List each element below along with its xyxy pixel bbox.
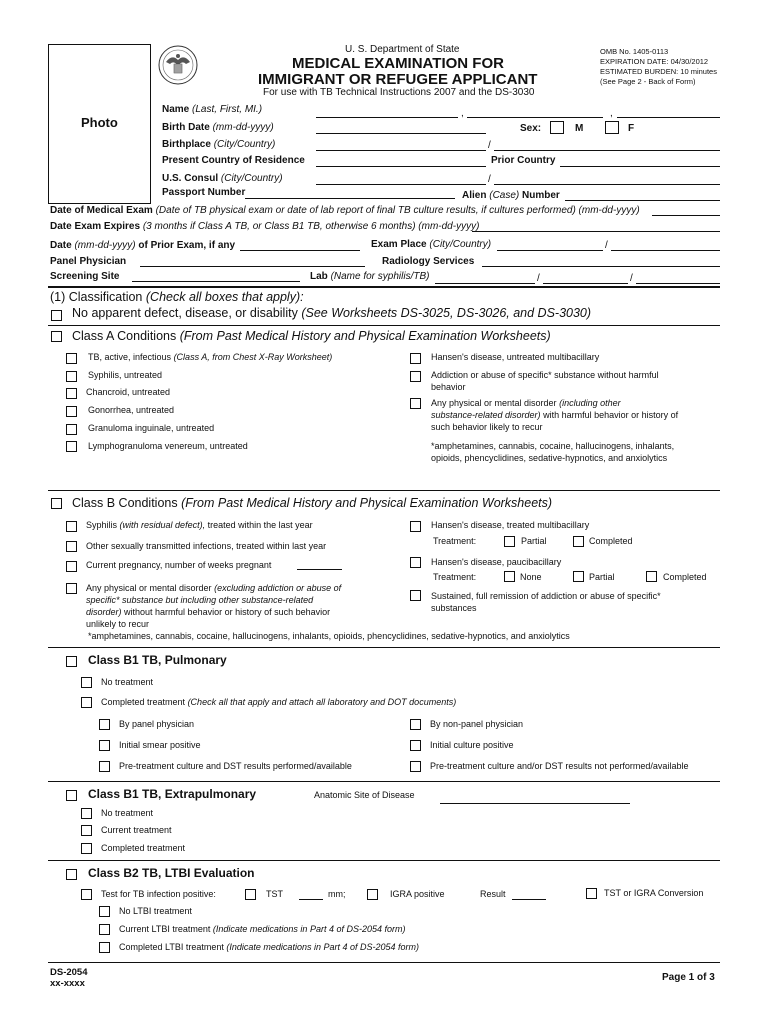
class-b-syphilis-checkbox[interactable] bbox=[66, 521, 77, 532]
middle-initial-field[interactable] bbox=[617, 117, 720, 118]
b2-no-ltbi-label: No LTBI treatment bbox=[119, 906, 192, 916]
hansen-multi-completed-label: Completed bbox=[589, 536, 633, 546]
class-a-addiction-label: Addiction or abuse of specific* substance without harmful behavior bbox=[431, 370, 659, 392]
b1-pulm-smear-checkbox[interactable] bbox=[99, 740, 110, 751]
b1-pulm-non-panel-label: By non-panel physician bbox=[430, 719, 524, 729]
hansen-pauci-none-label: None bbox=[520, 572, 542, 582]
birthplace-slash: / bbox=[488, 140, 491, 151]
form-title-line2: IMMIGRANT OR REFUGEE APPLICANT bbox=[258, 71, 538, 88]
hansen-pauci-none-checkbox[interactable] bbox=[504, 571, 515, 582]
b2-result-label: Result bbox=[480, 889, 506, 899]
b2-conversion-label: TST or IGRA Conversion bbox=[604, 888, 704, 898]
eagle-seal-icon bbox=[158, 44, 198, 86]
b1-pulm-pre-not-checkbox[interactable] bbox=[410, 761, 421, 772]
lab-tb-field[interactable] bbox=[543, 283, 628, 284]
name-comma-2: , bbox=[610, 108, 613, 119]
lab-slash-2: / bbox=[630, 273, 633, 284]
section-divider bbox=[48, 286, 720, 288]
consul-label: U.S. Consul (City/Country) bbox=[162, 173, 283, 184]
prior-country-field[interactable] bbox=[560, 166, 720, 167]
exam-place-country-field[interactable] bbox=[611, 250, 720, 251]
class-b-remission-checkbox[interactable] bbox=[410, 590, 421, 601]
exam-place-slash: / bbox=[605, 240, 608, 251]
b1-extra-title: Class B1 TB, Extrapulmonary bbox=[88, 787, 257, 801]
b2-completed-ltbi-label: Completed LTBI treatment (Indicate medications in Part 4 of DS-2054 form) bbox=[119, 942, 419, 952]
class-a-gonorrhea-label: Gonorrhea, untreated bbox=[88, 405, 175, 415]
weeks-pregnant-field[interactable] bbox=[297, 569, 342, 570]
b1-pulm-checkbox[interactable] bbox=[66, 656, 77, 667]
b1-extra-current-checkbox[interactable] bbox=[81, 825, 92, 836]
b2-test-checkbox[interactable] bbox=[81, 889, 92, 900]
state-seal bbox=[158, 44, 198, 91]
class-a-addiction-checkbox[interactable] bbox=[410, 371, 421, 382]
photo-label: Photo bbox=[81, 115, 118, 130]
first-name-field[interactable] bbox=[467, 117, 603, 118]
tst-mm-field[interactable] bbox=[299, 899, 323, 900]
hansen-pauci-partial-checkbox[interactable] bbox=[573, 571, 584, 582]
no-defect-checkbox[interactable] bbox=[51, 310, 62, 321]
class-a-disorder-label: Any physical or mental disorder (including other substance-related disorder) with harmful behavior or history of such behavior likely to recur bbox=[431, 398, 679, 432]
sex-m-label: M bbox=[575, 123, 584, 134]
birthplace-country-field[interactable] bbox=[494, 150, 720, 151]
name-comma-1: , bbox=[461, 108, 464, 119]
anatomic-site-label: Anatomic Site of Disease bbox=[314, 790, 415, 800]
exam-date-label: Date of Medical Exam (Date of TB physical exam or date of lab report of final TB culture results, if cultures performed) (mm-dd-yyyy) bbox=[50, 205, 640, 216]
divider-class-a bbox=[48, 325, 720, 326]
photo-box bbox=[48, 44, 151, 204]
class-a-lymphogranuloma-checkbox[interactable] bbox=[66, 441, 77, 452]
b2-completed-ltbi-checkbox[interactable] bbox=[99, 942, 110, 953]
b2-tst-label: TST bbox=[266, 889, 283, 899]
b2-conversion-checkbox[interactable] bbox=[586, 888, 597, 899]
prior-exam-date-field[interactable] bbox=[240, 250, 360, 251]
b1-pulm-culture-label: Initial culture positive bbox=[430, 740, 514, 750]
anatomic-site-field[interactable] bbox=[440, 803, 630, 804]
b2-igra-label: IGRA positive bbox=[390, 889, 445, 899]
b1-pulm-culture-checkbox[interactable] bbox=[410, 740, 421, 751]
class-a-chancroid-checkbox[interactable] bbox=[66, 388, 77, 399]
exam-date-field[interactable] bbox=[652, 215, 720, 216]
b1-pulm-pre-done-checkbox[interactable] bbox=[99, 761, 110, 772]
b2-checkbox[interactable] bbox=[66, 869, 77, 880]
form-number: DS-2054 bbox=[50, 967, 88, 978]
class-a-lymphogranuloma-label: Lymphogranuloma venereum, untreated bbox=[88, 441, 248, 451]
b1-pulm-non-panel-checkbox[interactable] bbox=[410, 719, 421, 730]
form-title-line1: MEDICAL EXAMINATION FOR bbox=[292, 55, 504, 72]
panel-physician-field[interactable] bbox=[140, 266, 365, 267]
class-b-sti-label: Other sexually transmitted infections, treated within last year bbox=[86, 541, 327, 551]
class-a-substance-note: *amphetamines, cannabis, cocaine, hallucinogens, inhalants, opioids, phencyclidines, sedative-hypnotics, and anxiolytics bbox=[431, 441, 675, 463]
divider-b1-extra bbox=[48, 781, 720, 782]
hansen-pauci-completed-checkbox[interactable] bbox=[646, 571, 657, 582]
divider-b1-pulm bbox=[48, 647, 720, 648]
class-b-title: Class B Conditions (From Past Medical History and Physical Examination Worksheets) bbox=[72, 496, 553, 510]
hansen-pauci-completed-label: Completed bbox=[663, 572, 707, 582]
b2-test-label: Test for TB infection positive: bbox=[101, 889, 216, 899]
birth-date-label: Birth Date (mm-dd-yyyy) bbox=[162, 122, 274, 133]
b1-pulm-pre-done-label: Pre-treatment culture and DST results performed/available bbox=[119, 761, 352, 771]
name-label: Name (Last, First, MI.) bbox=[162, 104, 263, 115]
consul-country-field[interactable] bbox=[494, 184, 720, 185]
exam-place-label: Exam Place (City/Country) bbox=[371, 239, 492, 250]
hansen-multi-partial-checkbox[interactable] bbox=[504, 536, 515, 547]
class-a-syphilis-label: Syphilis, untreated bbox=[88, 370, 163, 380]
sex-label: Sex: bbox=[520, 123, 542, 134]
no-defect-label: No apparent defect, disease, or disability (See Worksheets DS-3025, DS-3026, and DS-3030) bbox=[72, 306, 592, 320]
class-a-gonorrhea-checkbox[interactable] bbox=[66, 406, 77, 417]
screening-site-label: Screening Site bbox=[50, 271, 120, 282]
b2-mm-label: mm; bbox=[328, 889, 346, 899]
birthplace-city-field[interactable] bbox=[316, 150, 486, 151]
lab-label: Lab (Name for syphilis/TB) bbox=[310, 271, 430, 282]
b1-extra-no-treatment-label: No treatment bbox=[101, 808, 154, 818]
b2-current-ltbi-label: Current LTBI treatment (Indicate medications in Part 4 of DS-2054 form) bbox=[119, 924, 406, 934]
b1-extra-no-treatment-checkbox[interactable] bbox=[81, 808, 92, 819]
residence-label: Present Country of Residence bbox=[162, 155, 305, 166]
sex-f-label: F bbox=[628, 123, 635, 134]
expiration-date: EXPIRATION DATE: 04/30/2012 bbox=[600, 57, 709, 66]
class-b-hansen-multi-checkbox[interactable] bbox=[410, 521, 421, 532]
class-a-title: Class A Conditions (From Past Medical History and Physical Examination Worksheets) bbox=[72, 329, 551, 343]
b1-pulm-no-treatment-checkbox[interactable] bbox=[81, 677, 92, 688]
hansen-multi-completed-checkbox[interactable] bbox=[573, 536, 584, 547]
class-b-checkbox[interactable] bbox=[51, 498, 62, 509]
lab-syphilis-field[interactable] bbox=[435, 283, 535, 284]
form-subtitle: For use with TB Technical Instructions 2007 and the DS-3030 bbox=[263, 87, 535, 98]
b1-extra-current-label: Current treatment bbox=[101, 825, 172, 835]
birth-date-field[interactable] bbox=[316, 133, 486, 134]
b2-igra-checkbox[interactable] bbox=[367, 889, 378, 900]
hansen-pauci-partial-label: Partial bbox=[589, 572, 615, 582]
class-b-pregnancy-checkbox[interactable] bbox=[66, 561, 77, 572]
passport-label: Passport Number bbox=[162, 187, 246, 198]
class-b-remission-label: Sustained, full remission of addiction or abuse of specific* substances bbox=[431, 591, 661, 613]
last-name-field[interactable] bbox=[316, 117, 458, 118]
lab-other-field[interactable] bbox=[636, 283, 720, 284]
form-code: xx-xxxx bbox=[50, 978, 85, 989]
omb-block bbox=[600, 47, 717, 87]
prior-exam-label: Date (mm-dd-yyyy) of Prior Exam, if any bbox=[50, 240, 236, 251]
class-a-tb-label: TB, active, infectious (Class A, from Chest X-Ray Worksheet) bbox=[88, 352, 333, 362]
b2-current-ltbi-checkbox[interactable] bbox=[99, 924, 110, 935]
b2-title: Class B2 TB, LTBI Evaluation bbox=[88, 866, 255, 880]
passport-field[interactable] bbox=[245, 198, 455, 199]
page-number: Page 1 of 3 bbox=[662, 972, 715, 983]
residence-field[interactable] bbox=[316, 166, 486, 167]
class-b-disorder-label: Any physical or mental disorder (excluding addiction or abuse of specific* substance but including other substance-related disorder) without harmful behavior or history of such behavior unlikely to recur bbox=[86, 583, 342, 629]
consul-slash: / bbox=[488, 174, 491, 185]
class-a-syphilis-checkbox[interactable] bbox=[66, 371, 77, 382]
b1-pulm-completed-checkbox[interactable] bbox=[81, 697, 92, 708]
see-page-note: (See Page 2 - Back of Form) bbox=[600, 77, 696, 86]
prior-country-label: Prior Country bbox=[491, 155, 556, 166]
class-a-granuloma-label: Granuloma inguinale, untreated bbox=[88, 423, 215, 433]
exam-expires-label: Date Exam Expires (3 months if Class A TB, or Class B1 TB, otherwise 6 months) (mm-dd-yyyy) bbox=[50, 221, 480, 232]
exam-place-city-field[interactable] bbox=[497, 250, 603, 251]
divider-class-b bbox=[48, 490, 720, 491]
hansen-multi-partial-label: Partial bbox=[521, 536, 547, 546]
class-b-hansen-multi-label: Hansen's disease, treated multibacillary bbox=[431, 520, 590, 530]
birthplace-label: Birthplace (City/Country) bbox=[162, 139, 276, 150]
b1-pulm-smear-label: Initial smear positive bbox=[119, 740, 201, 750]
class-b-sti-checkbox[interactable] bbox=[66, 541, 77, 552]
radiology-label: Radiology Services bbox=[382, 256, 475, 267]
divider-b2 bbox=[48, 860, 720, 861]
lab-slash-1: / bbox=[537, 273, 540, 284]
hansen-multi-treatment-label: Treatment: bbox=[433, 536, 477, 546]
sex-f-checkbox[interactable] bbox=[605, 121, 619, 134]
class-a-disorder-checkbox[interactable] bbox=[410, 398, 421, 409]
exam-expires-field[interactable] bbox=[472, 231, 720, 232]
alien-number-field[interactable] bbox=[565, 200, 720, 201]
b1-pulm-completed-label: Completed treatment (Check all that apply and attach all laboratory and DOT documents) bbox=[101, 697, 457, 707]
b2-no-ltbi-checkbox[interactable] bbox=[99, 906, 110, 917]
screening-site-field[interactable] bbox=[132, 281, 300, 282]
class-a-tb-checkbox[interactable] bbox=[66, 353, 77, 364]
class-a-checkbox[interactable] bbox=[51, 331, 62, 342]
class-a-hansen-label: Hansen's disease, untreated multibacillary bbox=[431, 352, 600, 362]
b1-pulm-no-treatment-label: No treatment bbox=[101, 677, 154, 687]
class-b-hansen-pauci-label: Hansen's disease, paucibacillary bbox=[431, 557, 562, 567]
radiology-field[interactable] bbox=[482, 266, 720, 267]
b1-extra-completed-label: Completed treatment bbox=[101, 843, 186, 853]
b1-extra-completed-checkbox[interactable] bbox=[81, 843, 92, 854]
class-b-syphilis-label: Syphilis (with residual defect), treated within the last year bbox=[86, 520, 313, 530]
consul-city-field[interactable] bbox=[316, 184, 486, 185]
b1-pulm-panel-checkbox[interactable] bbox=[99, 719, 110, 730]
class-a-hansen-checkbox[interactable] bbox=[410, 353, 421, 364]
estimated-burden: ESTIMATED BURDEN: 10 minutes bbox=[600, 67, 717, 76]
sex-m-checkbox[interactable] bbox=[550, 121, 564, 134]
divider-footer bbox=[48, 962, 720, 963]
class-b-substance-note: *amphetamines, cannabis, cocaine, hallucinogens, inhalants, opioids, phencyclidines, sedative-hypnotics, and anxiolytics bbox=[88, 631, 570, 641]
hansen-pauci-treatment-label: Treatment: bbox=[433, 572, 477, 582]
class-a-granuloma-checkbox[interactable] bbox=[66, 424, 77, 435]
class-a-chancroid-label: Chancroid, untreated bbox=[86, 387, 171, 397]
dept-name: U. S. Department of State bbox=[345, 44, 460, 55]
b1-pulm-pre-not-label: Pre-treatment culture and/or DST results not performed/available bbox=[430, 761, 689, 771]
panel-physician-label: Panel Physician bbox=[50, 256, 127, 267]
b1-pulm-panel-label: By panel physician bbox=[119, 719, 195, 729]
b1-pulm-title: Class B1 TB, Pulmonary bbox=[88, 653, 227, 667]
igra-result-field[interactable] bbox=[512, 899, 546, 900]
class-b-disorder-checkbox[interactable] bbox=[66, 583, 77, 594]
b1-extra-checkbox[interactable] bbox=[66, 790, 77, 801]
class-b-pregnancy-label: Current pregnancy, number of weeks pregnant bbox=[86, 560, 272, 570]
class-b-hansen-pauci-checkbox[interactable] bbox=[410, 557, 421, 568]
alien-label: Alien (Case) Number bbox=[462, 190, 560, 201]
b2-tst-checkbox[interactable] bbox=[245, 889, 256, 900]
omb-number: OMB No. 1405-0113 bbox=[600, 47, 669, 56]
classification-heading: (1) Classification (Check all boxes that apply): bbox=[50, 290, 304, 304]
